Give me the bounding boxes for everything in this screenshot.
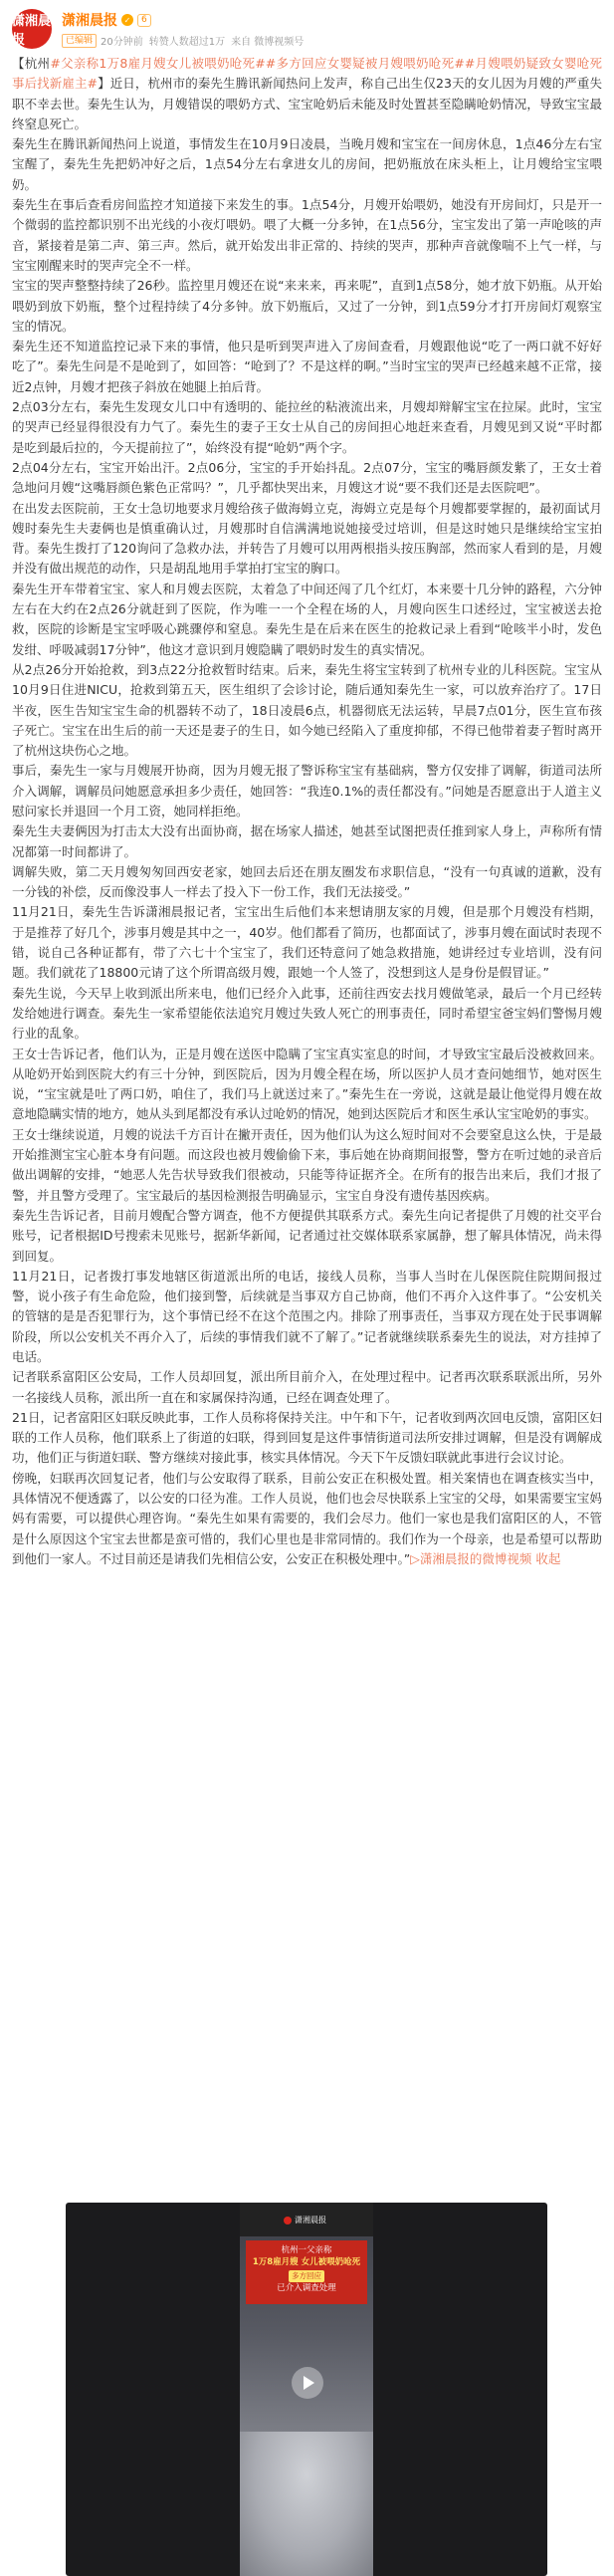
paragraph: 记者联系富阳区公安局，工作人员却回复，派出所目前介入，在处理过程中。记者再次联系联派出所，另外一名接线人员称，派出所一直在和家属保持沟通，已经在调查处理了。 — [12, 1369, 602, 1405]
paragraph: 秦先生夫妻俩因为打击太大没有出面协商，据在场家人描述，她甚至试图把责任推到家人身上，声称所有情况都第一时间都讲了。 — [12, 823, 602, 859]
level-badge: 6 — [137, 14, 151, 27]
paragraph: 秦先生在事后查看房间监控才知道接下来发生的事。1点54分，月嫂开始喂奶，她没有开房间灯，只是开一个微弱的监控都识别不出光线的小夜灯喂奶。喂了大概一分多钟，在1点56分，宝宝发出了第一声呛咳的声音，紧接着是第二声、第三声。然后，就开始发出非正常的、持续的哭声，那种声音就像喘不上气一样，与宝宝刚醒来时的哭声完全不一样。 — [12, 197, 602, 273]
paragraph: 11月21日，秦先生告诉潇湘晨报记者，宝宝出生后他们本来想请朋友家的月嫂，但是那个月嫂没有档期，于是推荐了好几个，涉事月嫂是其中之一，40岁。他们都看了简历，也都面试了，涉事月嫂在面试时表现不错，说自己各种证都有，带了六七十个宝宝了，我们还特意问了她急救措施，她讲经过专业培训，没有问题。我们就花了18800元请了这个所谓高级月嫂，跟她一个人签了，没想到这人是身份是假冒证。” — [12, 904, 602, 981]
paragraph: 宝宝的哭声整整持续了26秒。监控里月嫂还在说“来来来，再来呢”，直到1点58分，她才放下奶瓶。从开始喂奶到放下奶瓶，整个过程持续了4分多钟。放下奶瓶后，又过了一分钟，到1点59分才打开房间灯观察宝宝的情况。 — [12, 278, 602, 334]
banner-pill: 多方回应 — [289, 2270, 324, 2282]
paragraph: 11月21日，记者拨打事发地辖区街道派出所的电话，接线人员称，当事人当时在儿保医院住院期间报过警，说小孩子有生命危险，他们接到警，后续就是当事双方自己协商，他们不再介入这件事了。“公安机关的管辖的是是否犯罪行为，这个事情已经不在这个范围之内。排除了刑事责任，当事双方现在处于民事调解阶段，所以公安机关不再介入了，后续的事情我们就不了解了。”记者就继续联系秦先生的说法，对方挂掉了电话。 — [12, 1268, 602, 1364]
paragraph: 21日，记者富阳区妇联反映此事，工作人员称将保持关注。中午和下午，记者收到两次回电反馈，富阳区妇联的工作人员称，他们联系上了街道的妇联，得到回复是这件事情街道司法所安排过调解，但是没有调解成功，他们正与街道妇联、警方继续对接此事，核实具体情况。今天下午反馈妇联就此事进行会议讨论。 — [12, 1409, 602, 1466]
paragraph-text: 】近日，杭州市的秦先生腾讯新闻热问上发声，称自己出生仅23天的女儿因为月嫂的严重失职不幸去世。秦先生认为，月嫂错误的喂奶方式、宝宝呛奶后未能及时处置甚至隐瞒呛奶情况，导致宝宝最终窒息死亡。 — [12, 76, 602, 131]
paragraph: 秦先生在腾讯新闻热问上说道，事情发生在10月9日凌晨，当晚月嫂和宝宝在一间房休息，1点46分左右宝宝醒了，秦先生先把奶冲好之后，1点54分左右拿进女儿的房间，把奶瓶放在床头柜上，让月嫂给宝宝喂奶。 — [12, 136, 602, 192]
video-logo-text: 潇湘晨报 — [295, 2216, 326, 2225]
verified-icon: ✓ — [121, 14, 133, 26]
post-header — [0, 0, 614, 54]
paragraph: 王女士继续说道，月嫂的说法千方百计在撇开责任，因为他们认为这么短时间对不会要窒息这么快，于是最开始推测宝宝心脏本身有问题。而这段也被月嫂偷偷下来，事后她在协商期间报警，警方在听过她的录音后做出调解的安排，“她恶人先告状导致我们很被动，只能等待证据齐全。在所有的报告出来后，我们才报了警，并且警方受理了。宝宝最后的基因检测报告明确显示，宝宝自身没有遗传基因疾病。 — [12, 1126, 602, 1203]
paragraph: 调解失败，第二天月嫂匆匆回西安老家，她回去后还在朋友圈发布求职信息，“没有一句真诚的道歉，没有一分钱的补偿，反而像没事人一样去了投入下一份工作，我们无法接受。” — [12, 863, 602, 900]
banner-line: 1万8雇月嫂 女儿被喂奶呛死 — [252, 2257, 361, 2267]
video-link-icon: ▷ — [410, 1550, 420, 1566]
video-source-link[interactable] — [410, 1551, 531, 1566]
repost-count: 转赞人数超过1万 — [148, 37, 226, 48]
video-top-bar — [240, 2203, 373, 2236]
video-banner — [246, 2240, 367, 2304]
post-meta — [62, 10, 304, 48]
paragraph: 秦先生告诉记者，目前月嫂配合警方调查，他不方便提供其联系方式。秦先生向记者提供了月嫂的社交平台账号，记者根据ID号搜索未见账号，据新华新闻，记者通过社交媒体联系家属静，想了解具体情况，尚未得到回复。 — [12, 1207, 602, 1264]
post-content — [0, 54, 614, 1569]
collapse-link[interactable]: 收起 — [535, 1550, 561, 1566]
post-source[interactable]: 来自 微博视频号 — [231, 37, 305, 48]
paragraph — [12, 54, 602, 134]
video-frame — [240, 2203, 373, 2576]
video-logo — [284, 2215, 326, 2225]
name-row — [62, 10, 304, 30]
author-name[interactable]: 潇湘晨报 — [62, 13, 117, 29]
paragraph — [12, 1469, 602, 1569]
paragraph-text: 傍晚，妇联再次回复记者，他们与公安取得了联系，目前公安正在积极处置。相关案情也在调查核实当中，具体情况不便透露了，以公安的口径为准。工作人员说，他们也会尽快联系上宝宝的父母，如果需要宝宝妈妈有需要，可以提供心理咨询。“秦先生如果有需要的，我们会尽力。他们一家也是我们富阳区的人，不管是什么原因这个宝宝去世都是蛮可惜的，我们心里也是非常同情的。我们作为一个母亲，也是希望可以帮助到他们一家人。不过目前还是请我们先相信公安，公安正在积极处理中。” — [12, 1470, 602, 1566]
paragraph: 秦先生说，今天早上收到派出所来电，他们已经介入此事，还前往西安去找月嫂做笔录，最后一个月已经转发给她进行调查。秦先生一家希望能依法追究月嫂过失致人死亡的刑事责任，同时希望宝爸宝妈们警惕月嫂行业的乱象。 — [12, 985, 602, 1042]
banner-line: 杭州一父亲称 — [281, 2245, 332, 2255]
post-subline — [62, 33, 304, 48]
avatar[interactable]: 潇湘晨报 — [12, 9, 52, 49]
video-image — [240, 2432, 373, 2576]
hashtag-link[interactable]: #多方回应女婴疑被月嫂喂奶呛死# — [265, 56, 465, 71]
edited-tag[interactable]: 已编辑 — [62, 34, 97, 48]
paragraph: 王女士告诉记者，他们认为，正是月嫂在送医中隐瞒了宝宝真实室息的时间，才导致宝宝最后没被救回来。从呛奶开始到医院大约有三十分钟，到医院后，因为月嫂全程在场，所以医护人员才查问她细节，她对医生说，“宝宝就是吐了两口奶，咱住了，我们马上就送过来了。”秦先生在一旁说，这就是最让他觉得月嫂在故意地隐瞒实情的地方，她从头到尾都没有承认过呛奶的情况，她到达医院后才和医生承认宝宝呛奶的事实。 — [12, 1046, 602, 1122]
topic-lead: 【杭州 — [12, 56, 51, 71]
hashtag-link[interactable]: #父亲称1万8雇月嫂女儿被喂奶呛死# — [50, 56, 266, 71]
play-icon[interactable] — [292, 2367, 323, 2399]
paragraph: 2点04分左右，宝宝开始出汗。2点06分，宝宝的手开始抖乱。2点07分，宝宝的嘴唇颜发紫了，王女士着急地问月嫂“这嘴唇颜色紫色正常吗？”，几乎都快哭出来，月嫂这才说“要不我们还是去医院吧”。 — [12, 459, 602, 496]
post-time[interactable]: 20分钟前 — [101, 37, 143, 48]
paragraph: 事后，秦先生一家与月嫂展开协商，因为月嫂无报了警诉称宝宝有基础病，警方仅安排了调解，街道司法所介入调解，调解员问她愿意承担多少责任，她回答：“我连0.1%的责任都没有。”问她是否愿意出于人道主义慰问家长并退回一个月工资，她同样拒绝。 — [12, 763, 602, 819]
paragraph: 秦先生还不知道监控记录下来的事情，他只是听到哭声进入了房间查看，月嫂跟他说“吃了一两口就不好好吃了”。秦先生问是不是呛到了，如回答：“呛到了？不是这样的啊。”当时宝宝的哭声已经越来越不正常，接近2点钟，月嫂才把孩子斜放在她腿上拍后背。 — [12, 339, 602, 394]
paragraph: 从2点26分开始抢救，到3点22分抢救暂时结束。后来，秦先生将宝宝转到了杭州专业的儿科医院。宝宝从10月9日住进NICU，抢救到第五天，医生组织了会诊讨论，随后通知秦先生一家，可以放弃治疗了。17日半夜，医生告知宝宝生命的机器转不动了，18日凌晨6点，机器彻底无法运转，早晨7点01分，医生宣布孩子死亡。宝宝在出生后的前一天还是妻子的生日，如今她已经陷入了重度抑郁，不得已他带着妻子暂时离开了杭州这块伤心之地。 — [12, 661, 602, 759]
logo-icon — [284, 2217, 292, 2225]
paragraph: 秦先生开车带着宝宝、家人和月嫂去医院，太着急了中间还闯了几个红灯，本来要十几分钟的路程，六分钟左右在大约在2点26分就赶到了医院，作为唯一一个全程在场的人，月嫂向医生口述经过，宝宝被送去抢救，医院的诊断是宝宝呼吸心跳骤停和窒息。秦先生是在后来在医生的抢救记录上看到“呛咳半小时，发色发绀、呼吸减弱17分钟”，他这才意识到月嫂隐瞒了喂奶时发生的真实情况。 — [12, 581, 602, 657]
paragraph: 在出发去医院前，王女士急切地要求月嫂给孩子做海姆立克，海姆立克是每个月嫂都要掌握的，最初面试月嫂时秦先生夫妻俩也是慎重确认过，月嫂那时自信满满地说她接受过培训，但是这时她只是继续给宝宝拍背。秦先生拨打了120询问了急救办法，并转告了月嫂可以用两根指头按压胸部，然而家人看到的是，月嫂并没有做出规范的动作，只是胡乱地用手掌拍打宝宝的胸口。 — [12, 500, 602, 577]
banner-line: 已介入调查处理 — [277, 2283, 336, 2293]
video-player[interactable] — [66, 2203, 547, 2576]
hashtag-link[interactable]: #月嫂喂奶疑致女婴呛死事后找新雇主# — [12, 56, 602, 92]
video-link-text: 潇湘晨报的微博视频 — [419, 1550, 532, 1566]
paragraph: 2点03分左右，秦先生发现女儿口中有透明的、能拉丝的粘液流出来，月嫂却辩解宝宝在拉屎。此时，宝宝的哭声已经显得很没有力气了。秦先生的妻子王女士从自己的房间担心地赶来查看，月嫂见到又说“平时都是吃到最后拉的，今天提前拉了”，始终没有提“呛奶”两个字。 — [12, 399, 602, 455]
